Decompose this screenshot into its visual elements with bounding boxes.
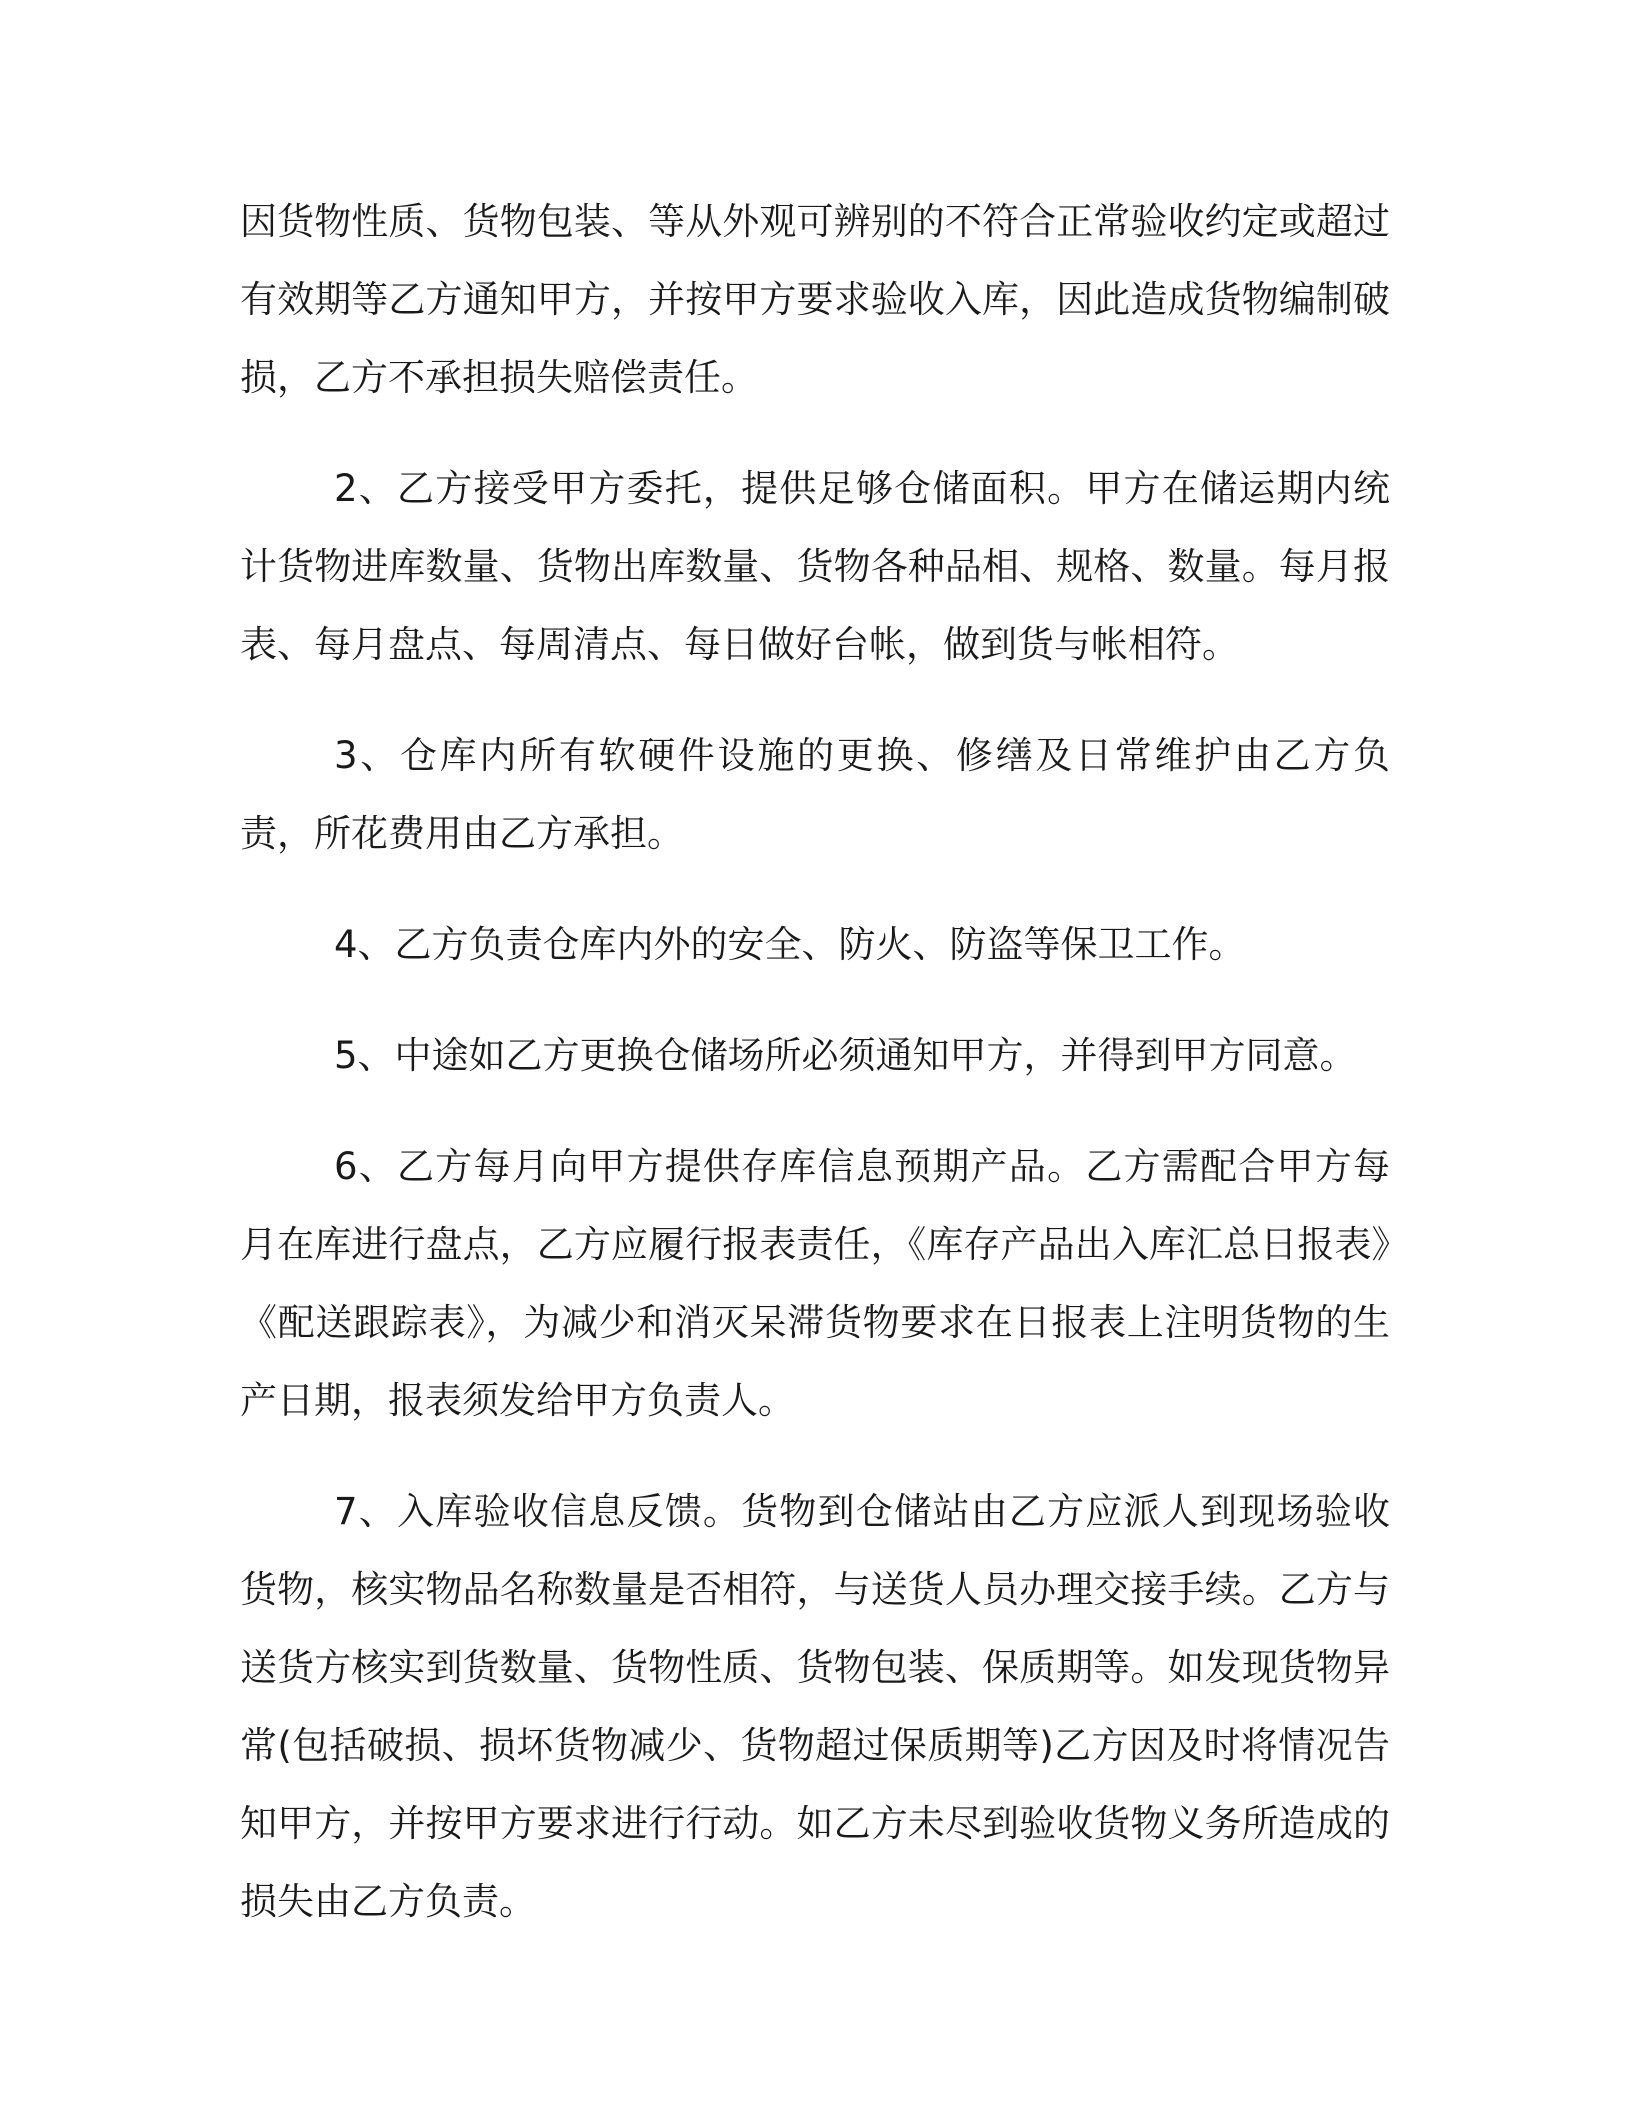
paragraph-continuation: 因货物性质、货物包装、等从外观可辨别的不符合正常验收约定或超过有效期等乙方通知甲方，并按甲方要求验收入库，因此造成货物编制破损，乙方不承担损失赔偿责任。 <box>240 200 1390 399</box>
paragraph-clause-4: 4、乙方负责仓库内外的安全、防火、防盗等保卫工作。 <box>334 923 1246 966</box>
paragraph-clause-6: 6、乙方每月向甲方提供存库信息预期产品。乙方需配合甲方每月在库进行盘点，乙方应履行报表责任，《库存产品出入库汇总日报表》《配送跟踪表》，为减少和消灭呆滞货物要求在日报表上注明货物的生产日期，报表须发给甲方负责人。 <box>240 1145 1390 1422</box>
document-body <box>240 183 1390 1974</box>
paragraph-clause-2: 2、乙方接受甲方委托，提供足够仓储面积。甲方在储运期内统计货物进库数量、货物出库数量、货物各种品相、规格、数量。每月报表、每月盘点、每周清点、每日做好台帐，做到货与帐相符。 <box>240 467 1390 666</box>
paragraph-clause-5: 5、中途如乙方更换仓储场所必须通知甲方，并得到甲方同意。 <box>334 1034 1357 1077</box>
paragraph-clause-3: 3、仓库内所有软硬件设施的更换、修缮及日常维护由乙方负责，所花费用由乙方承担。 <box>240 734 1390 855</box>
paragraph-clause-7: 7、入库验收信息反馈。货物到仓储站由乙方应派人到现场验收货物，核实物品名称数量是否相符，与送货人员办理交接手续。乙方与送货方核实到货数量、货物性质、货物包装、保质期等。如发现货物异常(包括破损、损坏货物减少、货物超过保质期等)乙方因及时将情况告知甲方，并按甲方要求进行行动。如乙方未尽到验收货物义务所造成的损失由乙方负责。 <box>240 1490 1390 1923</box>
